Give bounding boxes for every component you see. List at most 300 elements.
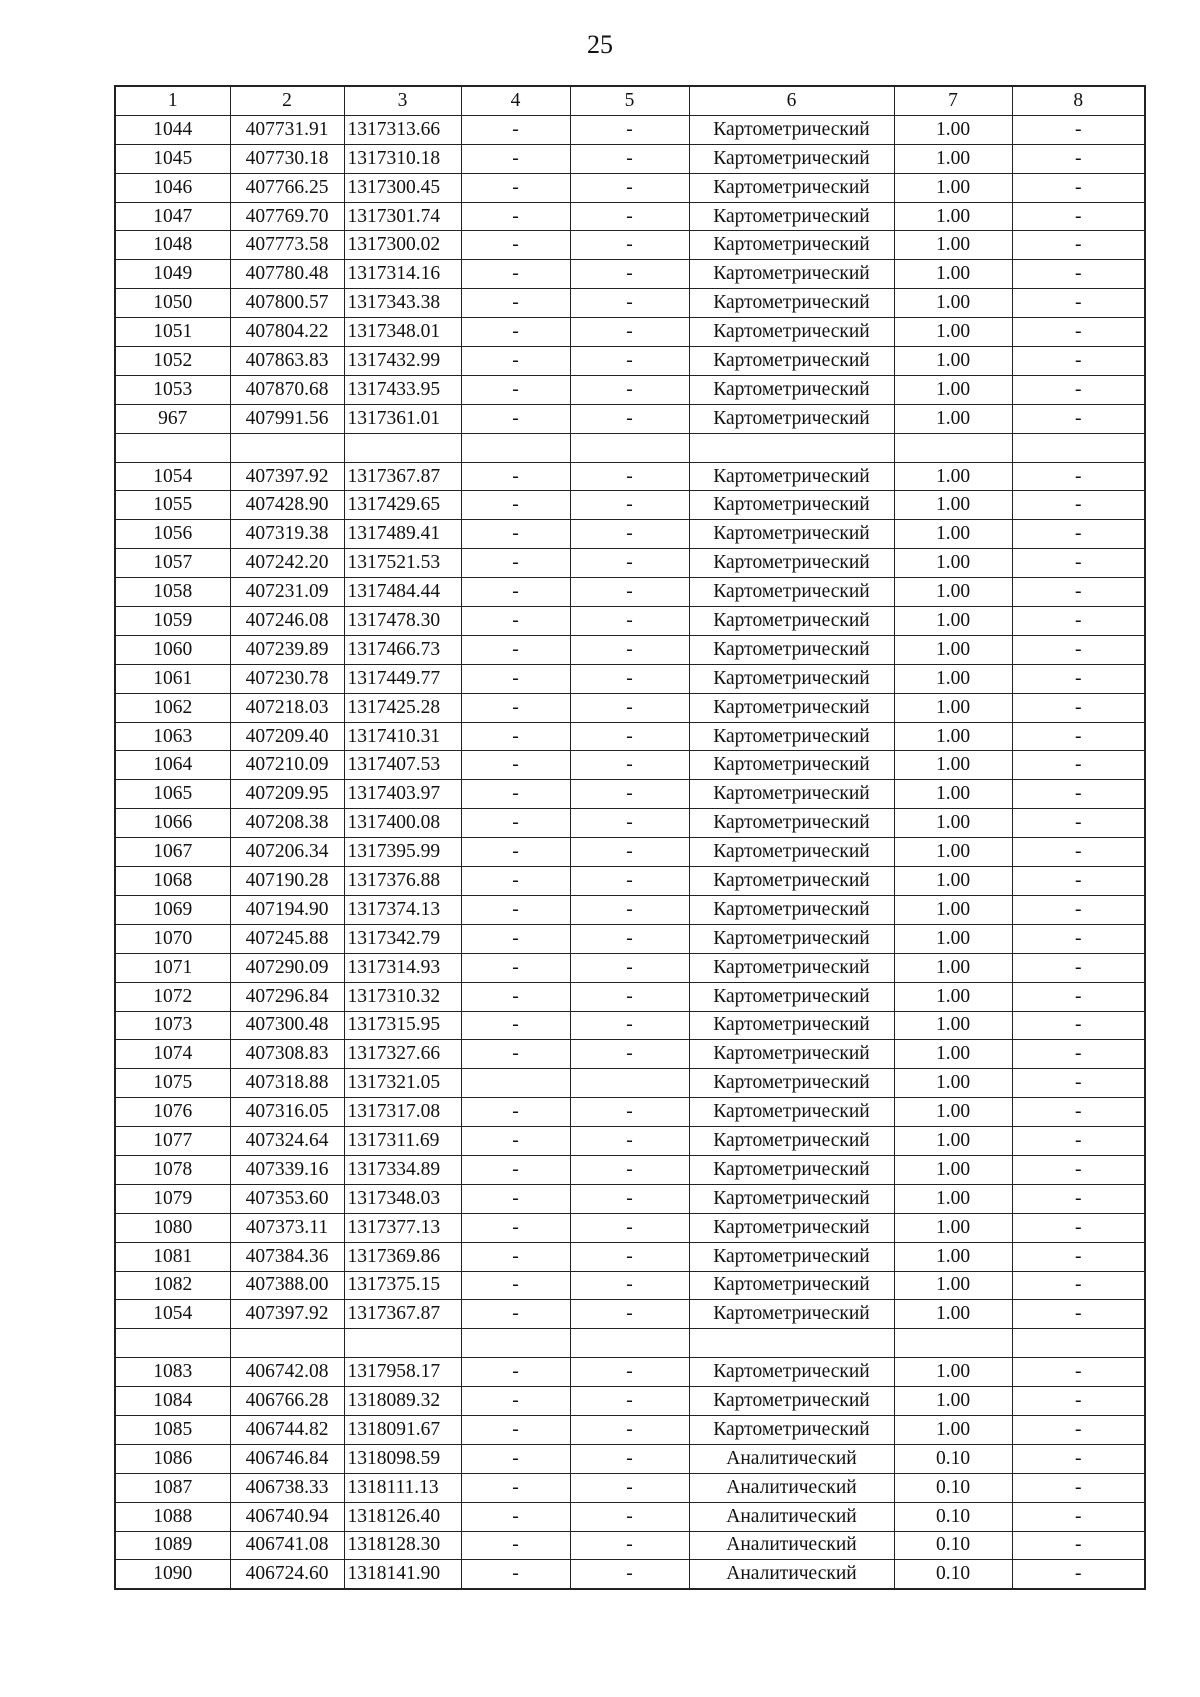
col4-cell: - <box>461 1155 570 1184</box>
col5-cell: - <box>570 1040 689 1069</box>
col8-cell: - <box>1012 375 1145 404</box>
accuracy-cell: 1.00 <box>894 462 1012 491</box>
point-number-cell: 1085 <box>115 1415 230 1444</box>
col4-cell: - <box>461 838 570 867</box>
x-coordinate-cell: 407773.58 <box>230 231 344 260</box>
table-row <box>115 520 1145 549</box>
x-coordinate-cell: 407300.48 <box>230 1011 344 1040</box>
method-cell: Картометрический <box>689 953 894 982</box>
table-row <box>115 347 1145 376</box>
y-coordinate-cell: 1318126.40 <box>344 1502 461 1531</box>
point-number-cell: 967 <box>115 404 230 433</box>
col5-cell: - <box>570 289 689 318</box>
x-coordinate-cell: 407308.83 <box>230 1040 344 1069</box>
table-row <box>115 838 1145 867</box>
x-coordinate-cell: 407800.57 <box>230 289 344 318</box>
table-row <box>115 1040 1145 1069</box>
col4-cell: - <box>461 491 570 520</box>
table-row <box>115 1531 1145 1560</box>
table-row <box>115 1184 1145 1213</box>
point-number-cell: 1087 <box>115 1473 230 1502</box>
accuracy-cell: 1.00 <box>894 809 1012 838</box>
x-coordinate-cell <box>230 433 344 462</box>
method-cell: Картометрический <box>689 1184 894 1213</box>
x-coordinate-cell: 407245.88 <box>230 924 344 953</box>
x-coordinate-cell: 407870.68 <box>230 375 344 404</box>
col8-cell: - <box>1012 1184 1145 1213</box>
x-coordinate-cell: 406741.08 <box>230 1531 344 1560</box>
point-number-cell: 1084 <box>115 1387 230 1416</box>
method-cell: Картометрический <box>689 982 894 1011</box>
accuracy-cell: 1.00 <box>894 693 1012 722</box>
x-coordinate-cell: 406738.33 <box>230 1473 344 1502</box>
method-cell: Картометрический <box>689 491 894 520</box>
col5-cell: - <box>570 693 689 722</box>
col5-cell: - <box>570 1271 689 1300</box>
col5-cell: - <box>570 809 689 838</box>
method-cell: Картометрический <box>689 520 894 549</box>
table-row <box>115 982 1145 1011</box>
accuracy-cell: 1.00 <box>894 751 1012 780</box>
point-number-cell: 1077 <box>115 1127 230 1156</box>
table-row <box>115 289 1145 318</box>
table-row <box>115 260 1145 289</box>
y-coordinate-cell: 1317374.13 <box>344 895 461 924</box>
accuracy-cell: 1.00 <box>894 1242 1012 1271</box>
y-coordinate-cell: 1317410.31 <box>344 722 461 751</box>
col5-cell: - <box>570 1213 689 1242</box>
x-coordinate-cell: 407316.05 <box>230 1098 344 1127</box>
col8-cell: - <box>1012 1473 1145 1502</box>
accuracy-cell: 1.00 <box>894 1387 1012 1416</box>
x-coordinate-cell: 407231.09 <box>230 578 344 607</box>
table-row <box>115 1127 1145 1156</box>
table-row <box>115 202 1145 231</box>
method-cell: Картометрический <box>689 202 894 231</box>
col4-cell: - <box>461 1271 570 1300</box>
col4-cell: - <box>461 173 570 202</box>
table-body <box>115 115 1145 1589</box>
x-coordinate-cell: 407384.36 <box>230 1242 344 1271</box>
table-row <box>115 1155 1145 1184</box>
col8-cell: - <box>1012 1011 1145 1040</box>
x-coordinate-cell: 407324.64 <box>230 1127 344 1156</box>
accuracy-cell: 1.00 <box>894 607 1012 636</box>
point-number-cell: 1078 <box>115 1155 230 1184</box>
point-number-cell: 1071 <box>115 953 230 982</box>
y-coordinate-cell: 1317369.86 <box>344 1242 461 1271</box>
table-row <box>115 607 1145 636</box>
table-row <box>115 318 1145 347</box>
table-row <box>115 1011 1145 1040</box>
method-cell: Картометрический <box>689 1155 894 1184</box>
y-coordinate-cell: 1317348.03 <box>344 1184 461 1213</box>
accuracy-cell: 0.10 <box>894 1531 1012 1560</box>
table-row <box>115 1415 1145 1444</box>
point-number-cell: 1068 <box>115 867 230 896</box>
col5-cell: - <box>570 664 689 693</box>
point-number-cell: 1061 <box>115 664 230 693</box>
accuracy-cell: 1.00 <box>894 375 1012 404</box>
table-row <box>115 1242 1145 1271</box>
table-row <box>115 953 1145 982</box>
col4-cell: - <box>461 144 570 173</box>
method-cell: Картометрический <box>689 751 894 780</box>
table-row <box>115 1329 1145 1358</box>
accuracy-cell: 1.00 <box>894 173 1012 202</box>
x-coordinate-cell: 407780.48 <box>230 260 344 289</box>
accuracy-cell: 1.00 <box>894 780 1012 809</box>
point-number-cell: 1045 <box>115 144 230 173</box>
method-cell: Картометрический <box>689 780 894 809</box>
col5-cell: - <box>570 751 689 780</box>
col8-cell: - <box>1012 1444 1145 1473</box>
accuracy-cell: 1.00 <box>894 1098 1012 1127</box>
point-number-cell: 1073 <box>115 1011 230 1040</box>
point-number-cell: 1051 <box>115 318 230 347</box>
x-coordinate-cell: 407239.89 <box>230 635 344 664</box>
col5-cell: - <box>570 895 689 924</box>
col5-cell: - <box>570 867 689 896</box>
col8-cell: - <box>1012 202 1145 231</box>
accuracy-cell: 0.10 <box>894 1560 1012 1589</box>
col4-cell: - <box>461 1127 570 1156</box>
col5-cell: - <box>570 404 689 433</box>
point-number-cell: 1046 <box>115 173 230 202</box>
y-coordinate-cell: 1317958.17 <box>344 1358 461 1387</box>
point-number-cell: 1059 <box>115 607 230 636</box>
table-row <box>115 924 1145 953</box>
y-coordinate-cell: 1317300.02 <box>344 231 461 260</box>
col8-cell <box>1012 433 1145 462</box>
table-row <box>115 1213 1145 1242</box>
x-coordinate-cell: 407190.28 <box>230 867 344 896</box>
col5-cell: - <box>570 1387 689 1416</box>
table-row <box>115 375 1145 404</box>
y-coordinate-cell: 1317334.89 <box>344 1155 461 1184</box>
y-coordinate-cell: 1317314.93 <box>344 953 461 982</box>
col4-cell: - <box>461 1502 570 1531</box>
x-coordinate-cell: 407296.84 <box>230 982 344 1011</box>
table-header-row <box>115 86 1145 115</box>
method-cell <box>689 1329 894 1358</box>
col8-cell: - <box>1012 1300 1145 1329</box>
col4-cell: - <box>461 1473 570 1502</box>
x-coordinate-cell: 407209.95 <box>230 780 344 809</box>
col4-cell: - <box>461 289 570 318</box>
col8-cell: - <box>1012 895 1145 924</box>
point-number-cell: 1054 <box>115 1300 230 1329</box>
accuracy-cell: 1.00 <box>894 867 1012 896</box>
col5-cell: - <box>570 1415 689 1444</box>
col4-cell <box>461 1329 570 1358</box>
col5-cell: - <box>570 1155 689 1184</box>
point-number-cell: 1072 <box>115 982 230 1011</box>
method-cell: Картометрический <box>689 318 894 347</box>
col5-cell <box>570 433 689 462</box>
point-number-cell: 1069 <box>115 895 230 924</box>
y-coordinate-cell: 1317478.30 <box>344 607 461 636</box>
method-cell: Картометрический <box>689 173 894 202</box>
col5-cell: - <box>570 1242 689 1271</box>
y-coordinate-cell: 1317432.99 <box>344 347 461 376</box>
y-coordinate-cell: 1317327.66 <box>344 1040 461 1069</box>
col8-cell: - <box>1012 838 1145 867</box>
x-coordinate-cell: 407397.92 <box>230 462 344 491</box>
table-row <box>115 144 1145 173</box>
accuracy-cell: 1.00 <box>894 1213 1012 1242</box>
accuracy-cell: 1.00 <box>894 318 1012 347</box>
x-coordinate-cell: 407230.78 <box>230 664 344 693</box>
col8-cell: - <box>1012 289 1145 318</box>
method-cell: Картометрический <box>689 578 894 607</box>
col5-cell: - <box>570 780 689 809</box>
table-row <box>115 1560 1145 1589</box>
col8-cell: - <box>1012 462 1145 491</box>
point-number-cell: 1066 <box>115 809 230 838</box>
table-row <box>115 664 1145 693</box>
method-cell: Картометрический <box>689 635 894 664</box>
table-row <box>115 1387 1145 1416</box>
x-coordinate-cell: 407373.11 <box>230 1213 344 1242</box>
accuracy-cell: 1.00 <box>894 260 1012 289</box>
col4-cell: - <box>461 982 570 1011</box>
method-cell: Картометрический <box>689 404 894 433</box>
method-cell: Картометрический <box>689 1271 894 1300</box>
col8-cell: - <box>1012 347 1145 376</box>
table-row <box>115 751 1145 780</box>
accuracy-cell: 1.00 <box>894 202 1012 231</box>
col4-cell: - <box>461 1213 570 1242</box>
table-row <box>115 433 1145 462</box>
x-coordinate-cell: 407428.90 <box>230 491 344 520</box>
col4-cell: - <box>461 115 570 144</box>
col8-cell: - <box>1012 1560 1145 1589</box>
accuracy-cell: 0.10 <box>894 1473 1012 1502</box>
x-coordinate-cell: 406740.94 <box>230 1502 344 1531</box>
col8-cell: - <box>1012 404 1145 433</box>
x-coordinate-cell: 407290.09 <box>230 953 344 982</box>
method-cell: Картометрический <box>689 375 894 404</box>
method-cell: Картометрический <box>689 838 894 867</box>
x-coordinate-cell: 407194.90 <box>230 895 344 924</box>
accuracy-cell: 1.00 <box>894 1127 1012 1156</box>
col4-cell: - <box>461 693 570 722</box>
col8-cell: - <box>1012 115 1145 144</box>
method-cell: Картометрический <box>689 549 894 578</box>
method-cell: Картометрический <box>689 1127 894 1156</box>
point-number-cell: 1083 <box>115 1358 230 1387</box>
coordinates-table <box>114 85 1146 1590</box>
col5-cell: - <box>570 491 689 520</box>
col8-cell: - <box>1012 867 1145 896</box>
point-number-cell: 1062 <box>115 693 230 722</box>
accuracy-cell: 1.00 <box>894 1300 1012 1329</box>
accuracy-cell: 1.00 <box>894 635 1012 664</box>
col8-cell: - <box>1012 144 1145 173</box>
accuracy-cell: 1.00 <box>894 578 1012 607</box>
table-row <box>115 404 1145 433</box>
col5-cell: - <box>570 982 689 1011</box>
point-number-cell: 1075 <box>115 1069 230 1098</box>
col4-cell: - <box>461 751 570 780</box>
method-cell: Картометрический <box>689 260 894 289</box>
col5-cell: - <box>570 838 689 867</box>
method-cell: Аналитический <box>689 1502 894 1531</box>
point-number-cell: 1070 <box>115 924 230 953</box>
x-coordinate-cell: 407353.60 <box>230 1184 344 1213</box>
table-row <box>115 1300 1145 1329</box>
col5-cell: - <box>570 1473 689 1502</box>
point-number-cell <box>115 1329 230 1358</box>
col4-cell: - <box>461 375 570 404</box>
y-coordinate-cell: 1317376.88 <box>344 867 461 896</box>
accuracy-cell: 0.10 <box>894 1444 1012 1473</box>
y-coordinate-cell: 1317429.65 <box>344 491 461 520</box>
point-number-cell: 1056 <box>115 520 230 549</box>
x-coordinate-cell: 406744.82 <box>230 1415 344 1444</box>
point-number-cell: 1089 <box>115 1531 230 1560</box>
method-cell: Картометрический <box>689 347 894 376</box>
col5-cell: - <box>570 1560 689 1589</box>
col5-cell: - <box>570 144 689 173</box>
point-number-cell: 1055 <box>115 491 230 520</box>
accuracy-cell: 1.00 <box>894 895 1012 924</box>
y-coordinate-cell: 1317313.66 <box>344 115 461 144</box>
col4-cell: - <box>461 924 570 953</box>
col4-cell: - <box>461 1184 570 1213</box>
col8-cell: - <box>1012 520 1145 549</box>
x-coordinate-cell: 407730.18 <box>230 144 344 173</box>
col8-cell: - <box>1012 1387 1145 1416</box>
col8-cell: - <box>1012 173 1145 202</box>
col4-cell: - <box>461 1387 570 1416</box>
point-number-cell: 1086 <box>115 1444 230 1473</box>
method-cell: Картометрический <box>689 664 894 693</box>
col5-cell: - <box>570 578 689 607</box>
col8-cell: - <box>1012 693 1145 722</box>
accuracy-cell: 1.00 <box>894 1011 1012 1040</box>
y-coordinate-cell: 1318091.67 <box>344 1415 461 1444</box>
y-coordinate-cell: 1317395.99 <box>344 838 461 867</box>
y-coordinate-cell: 1317315.95 <box>344 1011 461 1040</box>
accuracy-cell: 1.00 <box>894 520 1012 549</box>
method-cell: Картометрический <box>689 1242 894 1271</box>
accuracy-cell: 1.00 <box>894 1040 1012 1069</box>
col4-cell: - <box>461 1531 570 1560</box>
method-cell: Аналитический <box>689 1560 894 1589</box>
y-coordinate-cell: 1317484.44 <box>344 578 461 607</box>
col4-cell: - <box>461 1300 570 1329</box>
col8-cell: - <box>1012 635 1145 664</box>
x-coordinate-cell: 407769.70 <box>230 202 344 231</box>
accuracy-cell: 1.00 <box>894 144 1012 173</box>
x-coordinate-cell: 407339.16 <box>230 1155 344 1184</box>
col8-cell: - <box>1012 607 1145 636</box>
col5-cell: - <box>570 520 689 549</box>
col5-cell <box>570 1329 689 1358</box>
y-coordinate-cell: 1317310.18 <box>344 144 461 173</box>
col4-cell: - <box>461 549 570 578</box>
point-number-cell: 1065 <box>115 780 230 809</box>
accuracy-cell: 1.00 <box>894 231 1012 260</box>
col8-cell: - <box>1012 260 1145 289</box>
method-cell: Аналитический <box>689 1444 894 1473</box>
y-coordinate-cell: 1317407.53 <box>344 751 461 780</box>
point-number-cell: 1063 <box>115 722 230 751</box>
col5-cell: - <box>570 115 689 144</box>
col5-cell: - <box>570 231 689 260</box>
col8-cell: - <box>1012 1213 1145 1242</box>
x-coordinate-cell <box>230 1329 344 1358</box>
y-coordinate-cell: 1317311.69 <box>344 1127 461 1156</box>
point-number-cell: 1076 <box>115 1098 230 1127</box>
y-coordinate-cell: 1317361.01 <box>344 404 461 433</box>
column-header: 6 <box>689 86 894 115</box>
accuracy-cell: 1.00 <box>894 1155 1012 1184</box>
col8-cell: - <box>1012 491 1145 520</box>
accuracy-cell: 1.00 <box>894 289 1012 318</box>
x-coordinate-cell: 407766.25 <box>230 173 344 202</box>
col8-cell: - <box>1012 1271 1145 1300</box>
col8-cell: - <box>1012 1040 1145 1069</box>
point-number-cell: 1044 <box>115 115 230 144</box>
col5-cell: - <box>570 924 689 953</box>
col8-cell: - <box>1012 751 1145 780</box>
col8-cell: - <box>1012 722 1145 751</box>
col5-cell: - <box>570 1127 689 1156</box>
y-coordinate-cell: 1317375.15 <box>344 1271 461 1300</box>
col4-cell: - <box>461 1415 570 1444</box>
y-coordinate-cell: 1317301.74 <box>344 202 461 231</box>
col4-cell: - <box>461 809 570 838</box>
col4-cell <box>461 1069 570 1098</box>
col8-cell: - <box>1012 1155 1145 1184</box>
col5-cell: - <box>570 1011 689 1040</box>
table-row <box>115 809 1145 838</box>
method-cell: Картометрический <box>689 924 894 953</box>
col5-cell: - <box>570 318 689 347</box>
x-coordinate-cell: 406746.84 <box>230 1444 344 1473</box>
method-cell <box>689 433 894 462</box>
point-number-cell: 1088 <box>115 1502 230 1531</box>
method-cell: Картометрический <box>689 1213 894 1242</box>
table-row <box>115 1358 1145 1387</box>
table-row <box>115 231 1145 260</box>
x-coordinate-cell: 407210.09 <box>230 751 344 780</box>
col4-cell: - <box>461 953 570 982</box>
accuracy-cell: 1.00 <box>894 722 1012 751</box>
method-cell: Картометрический <box>689 1069 894 1098</box>
col8-cell: - <box>1012 924 1145 953</box>
col8-cell: - <box>1012 1358 1145 1387</box>
method-cell: Картометрический <box>689 693 894 722</box>
col8-cell: - <box>1012 982 1145 1011</box>
col8-cell: - <box>1012 578 1145 607</box>
y-coordinate-cell: 1317449.77 <box>344 664 461 693</box>
col5-cell: - <box>570 722 689 751</box>
accuracy-cell: 1.00 <box>894 1271 1012 1300</box>
column-header: 3 <box>344 86 461 115</box>
x-coordinate-cell: 407208.38 <box>230 809 344 838</box>
method-cell: Аналитический <box>689 1531 894 1560</box>
y-coordinate-cell: 1317314.16 <box>344 260 461 289</box>
col4-cell: - <box>461 202 570 231</box>
accuracy-cell: 1.00 <box>894 924 1012 953</box>
method-cell: Картометрический <box>689 1040 894 1069</box>
col5-cell: - <box>570 347 689 376</box>
table-row <box>115 578 1145 607</box>
